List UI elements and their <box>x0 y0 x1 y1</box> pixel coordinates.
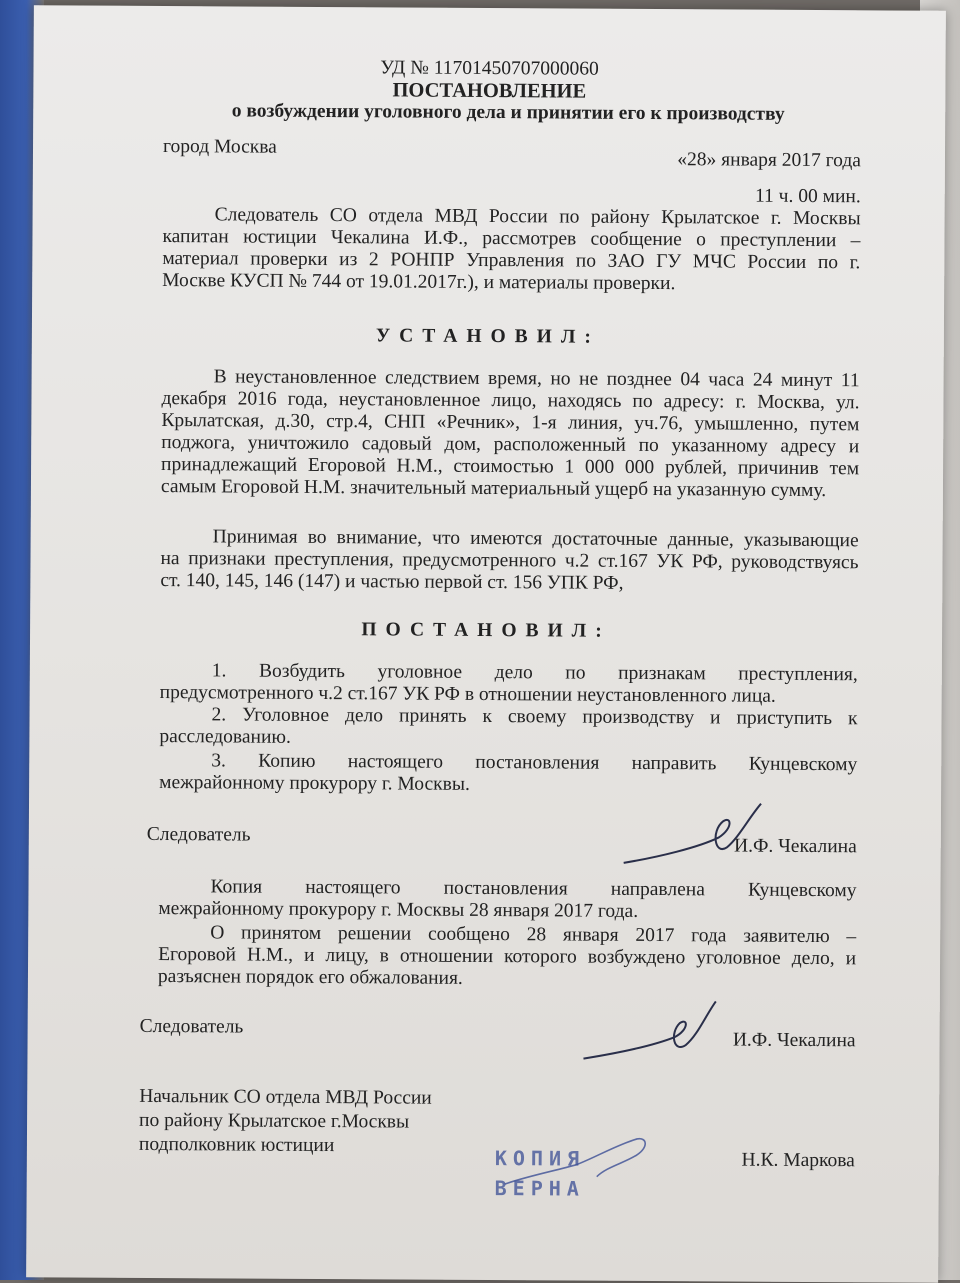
established-line: принадлежащий Егоровой Н.М., стоимостью 1 000 000 рублей, причинив тем <box>161 454 860 480</box>
decided-item-3-cont: межрайонному прокурору г. Москвы. <box>159 772 470 795</box>
intro-line: Москве КУСП № 744 от 19.01.2017г.), и материалы проверки. <box>162 270 676 295</box>
city: город Москва <box>162 136 277 158</box>
decided-item-2-cont: расследованию. <box>159 726 291 748</box>
copy-note-line: Егоровой Н.М., и лицу, в отношении которого возбуждено уголовное дело, и <box>158 944 857 970</box>
copy-note-line: межрайонному прокурору г. Москвы 28 января 2017 года. <box>158 898 639 922</box>
copy-note-line: О принятом решении сообщено 28 января 2017 года заявителю – <box>210 922 857 948</box>
document-time: 11 ч. 00 мин. <box>755 185 861 208</box>
signature-2-role: Следователь <box>139 1015 244 1038</box>
signature-1-name: И.Ф. Чекалина <box>733 835 857 858</box>
case-number: УД № 11701450707000060 <box>380 57 599 80</box>
document-date: «28» января 2017 года <box>677 149 862 172</box>
decided-item-1-cont: предусмотренного ч.2 ст.167 УК РФ в отношении неустановленного лица. <box>159 682 776 707</box>
document-subtitle: о возбуждении уголовного дела и принятии его к производству <box>231 100 785 125</box>
considering-line: Принимая во внимание, что имеются достаточные данные, указывающие <box>212 526 859 552</box>
copy-stamp-line1: КОПИЯ <box>494 1146 586 1171</box>
stamp-signature-image <box>494 1126 657 1197</box>
established-heading: УСТАНОВИЛ: <box>375 325 600 348</box>
established-line: декабря 2016 года, неустановленное лицо, находясь по адресу: г. Москва, ул. <box>161 388 860 414</box>
document-title: ПОСТАНОВЛЕНИЕ <box>392 79 587 103</box>
signature-1-role: Следователь <box>146 823 251 846</box>
document-page <box>26 5 946 1283</box>
established-line: поджога, уничтожило садовый дом, расположенный по указанному адресу и <box>161 432 860 458</box>
chief-line: по району Крылатское г.Москвы <box>139 1109 410 1133</box>
considering-line: ст. 140, 145, 146 (147) и частью первой ст. 156 УПК РФ, <box>160 570 624 594</box>
chief-line: подполковник юстиции <box>138 1133 335 1157</box>
chief-name: Н.К. Маркова <box>741 1149 855 1172</box>
decided-item-1: 1. Возбудить уголовное дело по признакам преступления, <box>211 660 858 686</box>
chief-line: Начальник СО отдела МВД России <box>139 1085 432 1109</box>
established-line: самым Егоровой Н.М. значительный материальный ущерб на указанную сумму. <box>160 476 827 502</box>
established-line: В неустановленное следствием время, но не позднее 04 часа 24 минут 11 <box>213 366 860 392</box>
intro-line: материал проверки из 2 РОНПР Управления по ЗАО ГУ МЧС России по г. <box>162 248 861 274</box>
decided-item-2: 2. Уголовное дело принять к своему производству и приступить к <box>211 704 858 730</box>
signature-2-image <box>579 997 739 1070</box>
decided-item-3: 3. Копию настоящего постановления направить Кунцевскому <box>211 750 858 776</box>
intro-line: Следователь СО отдела МВД России по району Крылатское г. Москвы <box>214 204 861 230</box>
copy-note-line: Копия настоящего постановления направлена Кунцевскому <box>210 876 857 902</box>
considering-line: на признаки преступления, предусмотренного ч.2 ст.167 УК РФ, руководствуясь <box>160 548 859 574</box>
copy-note-line: разъяснен порядок его обжалования. <box>157 966 463 989</box>
copy-stamp-line2: ВЕРНА <box>494 1176 585 1201</box>
signature-2-name: И.Ф. Чекалина <box>732 1029 856 1052</box>
established-line: Крылатская, д.30, стр.4, СНП «Речник», 1-я линия, уч.76, умышленно, путем <box>161 410 860 436</box>
decided-heading: ПОСТАНОВИЛ: <box>361 619 611 642</box>
intro-line: капитан юстиции Чекалина И.Ф., рассмотрев сообщение о преступлении – <box>162 226 861 252</box>
